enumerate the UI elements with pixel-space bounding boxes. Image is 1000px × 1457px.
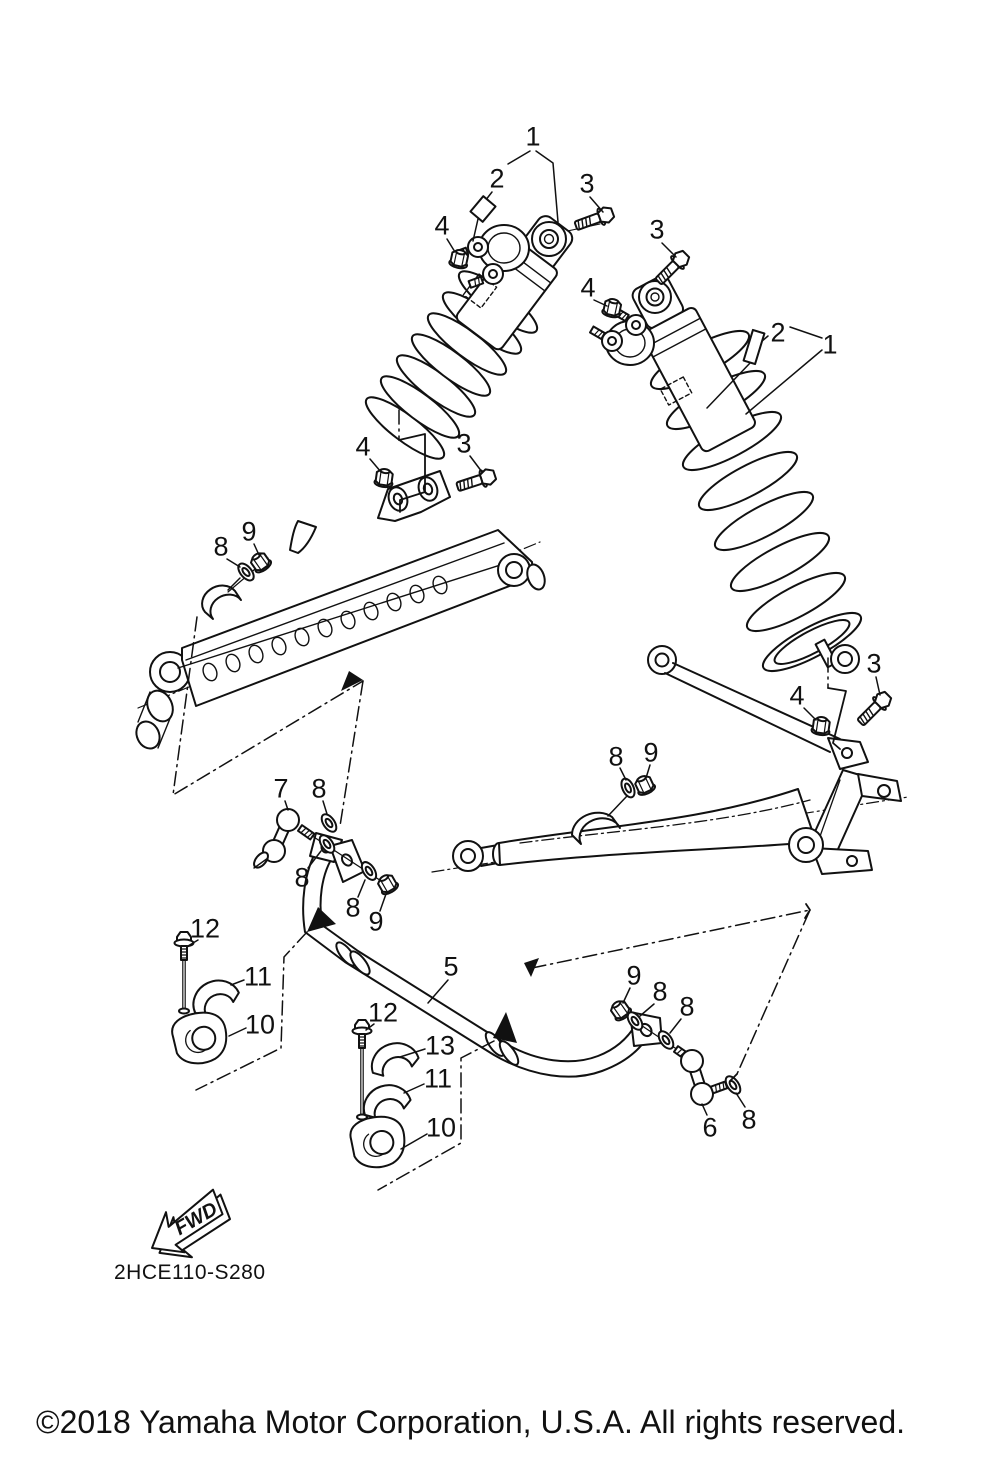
- callout-4-5: 4: [580, 272, 596, 303]
- callout-4-13: 4: [789, 680, 805, 711]
- fwd-label: FWD: [170, 1198, 222, 1240]
- bushing-10a: [170, 1009, 231, 1068]
- callout-8-18: 8: [294, 862, 310, 893]
- callout-11-27: 11: [423, 1063, 453, 1094]
- washer-8g: [656, 1029, 676, 1052]
- washer-8c: [319, 812, 339, 835]
- callout-13-26: 13: [424, 1030, 456, 1061]
- callout-3-4: 3: [649, 214, 665, 245]
- bolt-3a: [573, 205, 616, 235]
- callout-10-28: 10: [425, 1112, 457, 1143]
- nut-9c: [375, 872, 400, 897]
- callout-2-6: 2: [770, 317, 786, 348]
- step-leader-lines: [399, 434, 846, 1081]
- nut-9b: [633, 773, 657, 797]
- stabilizer-bar: [303, 833, 662, 1077]
- bushing-10b: [348, 1114, 408, 1171]
- callout-9-11: 9: [241, 516, 257, 547]
- link-6: [674, 1046, 727, 1105]
- callout-2-1: 2: [489, 163, 505, 194]
- callout-3-12: 3: [866, 648, 882, 679]
- callout-5-21: 5: [443, 951, 459, 982]
- callout-1-7: 1: [822, 329, 838, 360]
- callout-4-8: 4: [355, 431, 371, 462]
- callout-8-19: 8: [345, 892, 361, 923]
- callout-12-25: 12: [367, 997, 399, 1028]
- left-shock-absorber: [359, 208, 600, 467]
- bracket-13: [366, 1037, 420, 1078]
- callout-8-17: 8: [311, 773, 327, 804]
- callout-7-16: 7: [273, 773, 289, 804]
- nut-4c: [374, 468, 394, 488]
- callout-11-23: 11: [243, 961, 273, 992]
- bracket-11a: [186, 973, 241, 1019]
- washer-8f: [625, 1010, 645, 1033]
- left-swing-arm: [132, 471, 548, 752]
- callout-8-30: 8: [652, 976, 668, 1007]
- right-swing-arm: [432, 646, 908, 874]
- washer-8e: [359, 860, 379, 883]
- callout-8-33: 8: [741, 1104, 757, 1135]
- callout-9-15: 9: [643, 737, 659, 768]
- fwd-arrow: [140, 1184, 240, 1272]
- link-7: [251, 809, 314, 870]
- bolt-3c: [455, 467, 497, 495]
- callout-12-22: 12: [189, 913, 221, 944]
- callout-4-3: 4: [434, 210, 450, 241]
- callout-9-29: 9: [626, 960, 642, 991]
- callout-1-0: 1: [525, 121, 541, 152]
- right-shock-absorber: [590, 269, 868, 681]
- diagram-code: 2HCE110-S280: [114, 1261, 266, 1284]
- callout-8-14: 8: [608, 741, 624, 772]
- callout-9-20: 9: [368, 906, 384, 937]
- callout-6-32: 6: [702, 1112, 718, 1143]
- nut-4b: [602, 297, 623, 318]
- callout-8-10: 8: [213, 531, 229, 562]
- copyright-text: ©2018 Yamaha Motor Corporation, U.S.A. All rights reserved.: [36, 1404, 906, 1440]
- callout-3-2: 3: [579, 168, 595, 199]
- callout-3-9: 3: [456, 428, 472, 459]
- callout-8-31: 8: [679, 991, 695, 1022]
- bolt-3d: [854, 689, 894, 729]
- callout-10-24: 10: [244, 1009, 276, 1040]
- washer-8b: [619, 777, 637, 800]
